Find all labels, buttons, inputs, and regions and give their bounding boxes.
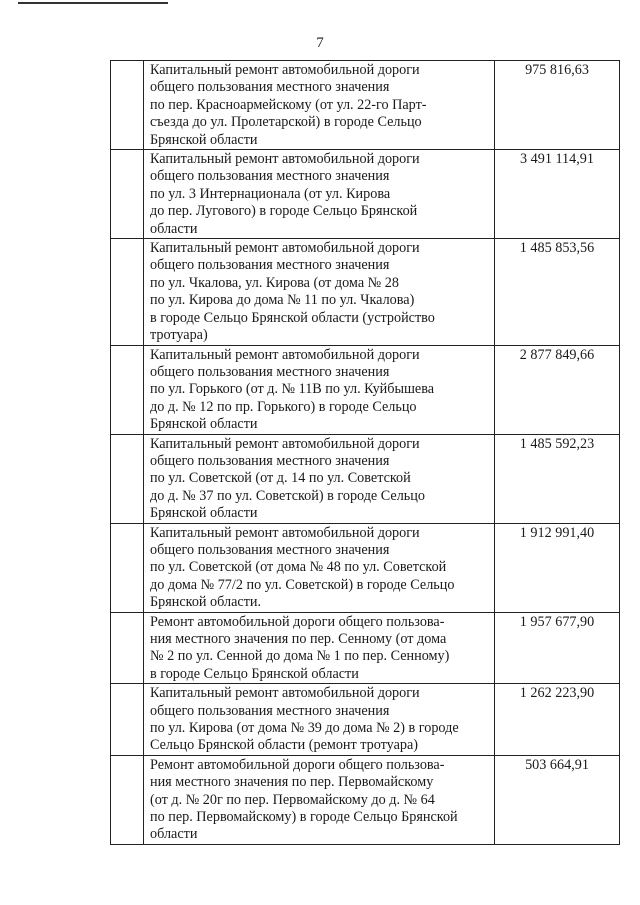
row-number-cell [111, 755, 144, 844]
header-rule [18, 2, 168, 4]
row-number-cell [111, 523, 144, 612]
work-description: Ремонт автомобильной дороги общего пользова- ния местного значения по пер. Первомайскому (от д. № 20г по пер. Первомайскому до д. № 64 по пер. Первомайскому) в городе Сельцо Брянской области [144, 755, 495, 844]
table-row [111, 684, 620, 756]
row-number-cell [111, 150, 144, 239]
work-description: Капитальный ремонт автомобильной дороги общего пользования местного значения по ул. Советской (от дома № 48 по ул. Советской до дома № 77/2 по ул. Советской) в городе Сельцо Брянской области. [144, 523, 495, 612]
row-number-cell [111, 684, 144, 756]
work-description: Капитальный ремонт автомобильной дороги общего пользования местного значения по пер. Красноармейскому (от ул. 22-го Парт- съезда до ул. Пролетарской) в городе Сельцо Брянской области [144, 61, 495, 150]
work-description: Капитальный ремонт автомобильной дороги общего пользования местного значения по ул. Советской (от д. 14 по ул. Советской до д. № 37 по ул. Советской) в городе Сельцо Брянской области [144, 434, 495, 523]
work-amount: 1 262 223,90 [495, 684, 620, 756]
works-table [110, 60, 620, 845]
work-amount: 975 816,63 [495, 61, 620, 150]
table-row [111, 239, 620, 345]
table-row [111, 612, 620, 684]
work-amount: 1 957 677,90 [495, 612, 620, 684]
work-description: Капитальный ремонт автомобильной дороги общего пользования местного значения по ул. Кирова (от дома № 39 до дома № 2) в городе Сельцо Брянской области (ремонт тротуара) [144, 684, 495, 756]
row-number-cell [111, 434, 144, 523]
table-row [111, 345, 620, 434]
table-row [111, 523, 620, 612]
table-row [111, 434, 620, 523]
work-description: Капитальный ремонт автомобильной дороги общего пользования местного значения по ул. Чкалова, ул. Кирова (от дома № 28 по ул. Кирова до дома № 11 по ул. Чкалова) в городе Сельцо Брянской области (устройство тротуара) [144, 239, 495, 345]
row-number-cell [111, 239, 144, 345]
table-row [111, 755, 620, 844]
page-number: 7 [316, 35, 324, 51]
work-amount: 2 877 849,66 [495, 345, 620, 434]
work-amount: 503 664,91 [495, 755, 620, 844]
work-description: Ремонт автомобильной дороги общего пользова- ния местного значения по пер. Сенному (от дома № 2 по ул. Сенной до дома № 1 по пер. Сенному) в городе Сельцо Брянской области [144, 612, 495, 684]
table-row [111, 61, 620, 150]
table-row [111, 150, 620, 239]
row-number-cell [111, 61, 144, 150]
row-number-cell [111, 612, 144, 684]
work-amount: 1 485 853,56 [495, 239, 620, 345]
work-amount: 1 485 592,23 [495, 434, 620, 523]
work-description: Капитальный ремонт автомобильной дороги общего пользования местного значения по ул. 3 Интернационала (от ул. Кирова до пер. Лугового) в городе Сельцо Брянской области [144, 150, 495, 239]
work-amount: 3 491 114,91 [495, 150, 620, 239]
work-amount: 1 912 991,40 [495, 523, 620, 612]
work-description: Капитальный ремонт автомобильной дороги общего пользования местного значения по ул. Горького (от д. № 11В по ул. Куйбышева до д. № 12 по пр. Горького) в городе Сельцо Брянской области [144, 345, 495, 434]
row-number-cell [111, 345, 144, 434]
